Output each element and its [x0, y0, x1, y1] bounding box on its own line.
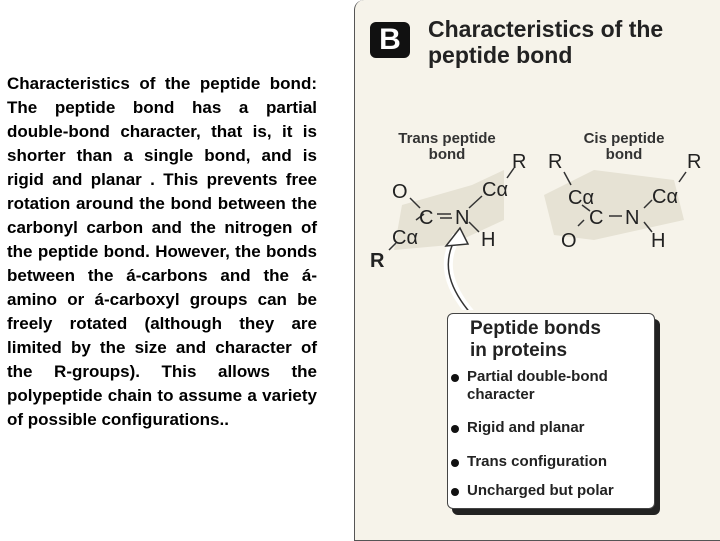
- bullet-dot-icon: [451, 374, 459, 382]
- trans-atom-R-top: R: [512, 151, 527, 173]
- peptide-bond-diagram: [354, 110, 720, 310]
- bullet-text-line2: character: [467, 386, 535, 403]
- cis-atom-Ca-left: Cα: [568, 187, 595, 209]
- body-paragraph: Characteristics of the peptide bond: The peptide bond has a partial double-bond character, that is, it is shorter than a single bond, and is rigid and planar . This prevents free rotation around the bond between the carbonyl carbon and the nitrogen of the peptide bond. However, the bonds between the á-carbons and the á-amino or á-carboxyl groups can be freely rotated (although they are limited by the size and character of the R-groups). This allows the polypeptide chain to assume a variety of possible configurations..: [7, 74, 317, 429]
- bullet-text-line1: Rigid and planar: [467, 419, 585, 436]
- cis-atom-C: C: [589, 207, 604, 229]
- cis-atom-Ca-right: Cα: [652, 186, 679, 208]
- cis-atom-R-left: R: [548, 151, 563, 173]
- bullet-text-line1: Partial double-bond: [467, 368, 608, 385]
- summary-box-title: [470, 318, 650, 362]
- trans-atom-O: O: [392, 181, 408, 203]
- cis-atom-O: O: [561, 230, 577, 252]
- trans-atom-C: C: [419, 207, 434, 229]
- trans-atom-R-bottom: R: [370, 250, 385, 272]
- cis-label-line1: Cis peptide: [583, 130, 665, 147]
- summary-title-line1: Peptide bonds: [470, 318, 601, 339]
- figure-badge: B: [370, 22, 410, 58]
- trans-label-line2: bond: [428, 146, 466, 163]
- bullet-text-line1: Uncharged but polar: [467, 482, 614, 499]
- cis-atom-R-right: R: [687, 151, 702, 173]
- trans-atom-H: H: [481, 229, 496, 251]
- cis-atom-H: H: [651, 230, 666, 252]
- bullet-dot-icon: [451, 488, 459, 496]
- bullet-dot-icon: [451, 425, 459, 433]
- figure-title: Characteristics of the peptide bond: [428, 16, 664, 68]
- trans-label-line1: Trans peptide: [398, 130, 496, 147]
- cis-atom-N: N: [625, 207, 640, 229]
- bullet-dot-icon: [451, 459, 459, 467]
- trans-atom-N: N: [455, 207, 470, 229]
- trans-atom-Ca-bottom: Cα: [392, 227, 419, 249]
- summary-title-line2: in proteins: [470, 340, 568, 361]
- bullet-text-line1: Trans configuration: [467, 453, 608, 470]
- trans-atom-Ca-top: Cα: [482, 179, 509, 201]
- cis-label-line2: bond: [605, 146, 643, 163]
